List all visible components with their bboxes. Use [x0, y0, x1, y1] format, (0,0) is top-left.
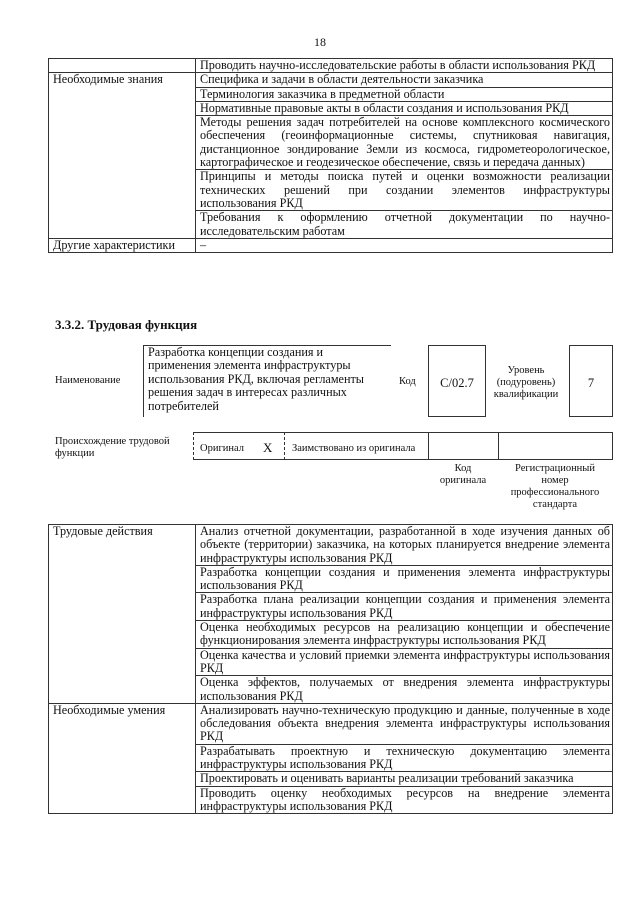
row-text: Анализ отчетной документации, разработанной в ходе изучения данных об объекте (территории) заказчика, на которых планируется внедрение элемента инфраструктуры использования РКД	[196, 525, 613, 566]
table-row	[49, 772, 613, 786]
table-row	[49, 648, 613, 676]
row-label	[49, 116, 196, 170]
row-label	[49, 744, 196, 772]
row-text: Специфика и задачи в области деятельности заказчика	[196, 73, 613, 87]
row-text: Проводить научно-исследовательские работы в области использования РКД	[196, 59, 613, 73]
table-row	[49, 525, 613, 566]
divider	[498, 432, 499, 460]
row-text: Терминология заказчика в предметной области	[196, 87, 613, 101]
row-text: Проектировать и оценивать варианты реализации требований заказчика	[196, 772, 613, 786]
row-text: Оценка необходимых ресурсов на реализацию концепции и обеспечение функционирования элемента инфраструктуры использования РКД	[196, 621, 613, 649]
table-row	[49, 676, 613, 704]
divider	[284, 432, 286, 460]
level-label: Уровень (подуровень) квалификации	[493, 365, 559, 400]
function-name-value: Разработка концепции создания и применения элемента инфраструктуры использования РКД, включая регламенты решения задач в интересах различных потребителей	[148, 345, 364, 413]
row-label	[49, 648, 196, 676]
row-text: Анализировать научно-техническую продукцию и данные, полученные в ходе обследования объекта внедрения элемента инфраструктуры использования РКД	[196, 703, 613, 744]
table-row	[49, 565, 613, 593]
divider	[428, 432, 429, 460]
table-row	[49, 59, 613, 73]
row-label	[49, 676, 196, 704]
row-text: Разработка плана реализации концепции создания и применения элемента инфраструктуры использования РКД	[196, 593, 613, 621]
row-text: Проводить оценку необходимых ресурсов на внедрение элемента инфраструктуры использования РКД	[196, 786, 613, 814]
actions-table	[48, 524, 613, 814]
origin-label: Происхождение трудовой функции	[55, 436, 170, 459]
row-text: Оценка эффектов, получаемых от внедрения элемента инфраструктуры использования РКД	[196, 676, 613, 704]
table-row	[49, 621, 613, 649]
knowledge-table	[48, 58, 613, 253]
row-label	[49, 621, 196, 649]
row-label	[49, 593, 196, 621]
row-label: Необходимые знания	[49, 73, 196, 87]
code-value: C/02.7	[440, 376, 474, 390]
code-original-caption: Код оригинала	[439, 463, 487, 486]
row-label	[49, 211, 196, 239]
section-title: 3.3.2. Трудовая функция	[55, 317, 198, 332]
row-text: –	[196, 238, 613, 252]
name-label: Наименование	[55, 375, 121, 386]
level-value: 7	[587, 376, 595, 390]
table-row	[49, 170, 613, 211]
table-row	[49, 703, 613, 744]
row-text: Методы решения задач потребителей на основе комплексного космического обеспечения (геоинформационные системы, спутниковая навигация, дистанционное зондирование Земли из космоса, гидрометеорологическое, картографическое и геодезическое обеспечение, связь и передача данных)	[196, 116, 613, 170]
table-row	[49, 87, 613, 101]
row-text: Принципы и методы поиска путей и оценки возможности реализации технических решений при создании элементов инфраструктуры использования РКД	[196, 170, 613, 211]
table-row	[49, 101, 613, 115]
function-name-box	[143, 345, 391, 417]
code-box	[428, 345, 486, 417]
level-box	[569, 345, 613, 417]
row-label	[49, 786, 196, 814]
row-label: Необходимые умения	[49, 703, 196, 744]
code-label: Код	[399, 376, 416, 387]
row-text: Нормативные правовые акты в области создания и использования РКД	[196, 101, 613, 115]
original-label: Оригинал	[200, 443, 244, 454]
row-label	[49, 87, 196, 101]
row-label: Другие характеристики	[49, 238, 196, 252]
table-row	[49, 786, 613, 814]
row-text: Разрабатывать проектную и техническую документацию элемента инфраструктуры использования РКД	[196, 744, 613, 772]
table-row	[49, 593, 613, 621]
row-label	[49, 565, 196, 593]
table-row	[49, 744, 613, 772]
row-label	[49, 59, 196, 73]
reg-number-caption: Регистрационный номер профессионального стандарта	[510, 463, 600, 510]
table-row	[49, 116, 613, 170]
row-label: Трудовые действия	[49, 525, 196, 566]
borrowed-label: Заимствовано из оригинала	[292, 443, 416, 454]
row-text: Разработка концепции создания и применения элемента инфраструктуры использования РКД	[196, 565, 613, 593]
row-label	[49, 772, 196, 786]
row-label	[49, 170, 196, 211]
table-row	[49, 73, 613, 87]
row-label	[49, 101, 196, 115]
page-number: 18	[314, 35, 326, 49]
row-text: Требования к оформлению отчетной документации по научно-исследовательским работам	[196, 211, 613, 239]
row-text: Оценка качества и условий приемки элемента инфраструктуры использования РКД	[196, 648, 613, 676]
table-row	[49, 238, 613, 252]
table-row	[49, 211, 613, 239]
original-mark: X	[263, 440, 273, 455]
